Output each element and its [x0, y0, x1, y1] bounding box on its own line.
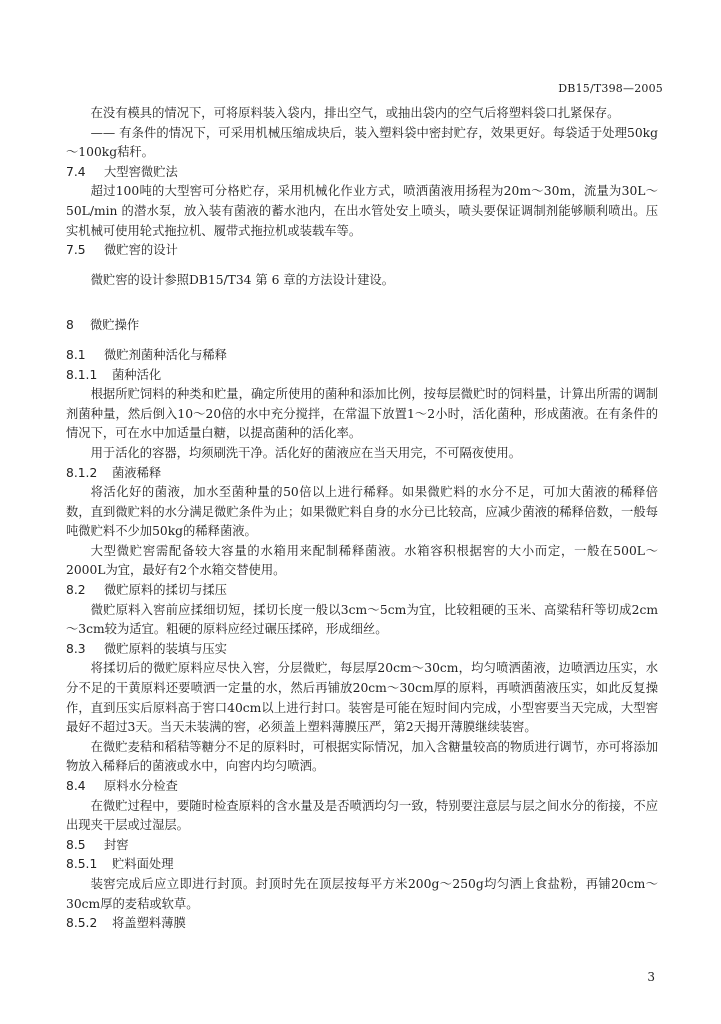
standard-number: DB15/T398—2005 — [558, 82, 663, 95]
paragraph: 将揉切后的微贮原料应尽快入窖，分层微贮，每层厚20cm～30cm，均匀喷洒菌液，边喷洒边压实，水分不足的干黄原料还要喷洒一定量的水，然后再铺放20cm～30cm厚的原料，再喷洒菌液压实，如此反复操作，直到压实后原料高于窖口40cm以上进行封口。装窖是可能在短时间内完成，小型窖要当天完成，大型窖最好不超过3天。当天未装满的窖，必须盖上塑料薄膜压严，第2天揭开薄膜继续装窖。 — [66, 661, 658, 735]
paragraph: 根据所贮饲料的种类和贮量，确定所使用的菌种和添加比例，按每层微贮时的饲料量，计算出所需的调制剂菌种量，然后倒入10～20倍的水中充分搅拌，在常温下放置1～2小时，活化菌种，形成菌液。在有条件的情况下，可在水中加适量白糖，以提高菌种的活化率。 — [66, 387, 658, 441]
paragraph: 将活化好的菌液，加水至菌种量的50倍以上进行稀释。如果微贮料的水分不足，可加大菌液的稀释倍数，直到微贮料的水分满足微贮条件为止；如果微贮料自身的水分已比较高，应减少菌液的稀释倍数，一般每吨微贮料不少加50kg的稀释菌液。 — [66, 485, 658, 539]
paragraph: 超过100吨的大型窖可分格贮存，采用机械化作业方式，喷洒菌液用扬程为20m～30m，流量为30L～50L/min 的潜水泵，放入装有菌液的蓄水池内，在出水管处安上喷头，喷头要保证调制剂能够顺利喷出。压实机械可使用轮式拖拉机、履带式拖拉机或装载车等。 — [66, 184, 658, 238]
paragraph: 在没有模具的情况下，可将原料装入袋内，排出空气，或抽出袋内的空气后将塑料袋口扎紧保存。 — [90, 106, 620, 120]
dash-list-item: —— 有条件的情况下，可采用机械压缩成块后，装入塑料袋中密封贮存，效果更好。每袋适于处理50kg～100kg秸秆。 — [66, 125, 658, 160]
section-heading-8-1: 8.1 微贮剂菌种活化与稀释 — [66, 347, 227, 362]
section-heading-8-1-2: 8.1.2 菌液稀释 — [66, 465, 162, 480]
section-heading-8-2: 8.2 微贮原料的揉切与揉压 — [66, 583, 227, 598]
paragraph: 在微贮过程中，要随时检查原料的含水量及是否喷洒均匀一致，特别要注意层与层之间水分的衔接，不应出现夹干层或过湿层。 — [66, 798, 658, 833]
paragraph: 在微贮麦秸和稻秸等糖分不足的原料时，可根据实际情况，加入含糖量较高的物质进行调节，亦可将添加物放入稀释后的菌液或水中，向窖内均匀喷洒。 — [66, 739, 658, 774]
paragraph: 装窖完成后应立即进行封顶。封顶时先在顶层按每平方米200g～250g均匀洒上食盐粉，再铺20cm～30cm厚的麦秸或软草。 — [66, 876, 658, 911]
document-body — [66, 104, 658, 934]
section-heading-8-1-1: 8.1.1 菌种活化 — [66, 367, 162, 382]
section-heading-8-5: 8.5 封窖 — [66, 837, 129, 852]
section-heading-7-4: 7.4 大型窖微贮法 — [66, 164, 178, 179]
paragraph: 用于活化的容器，均须刷洗干净。活化好的菌液应在当天用完，不可隔夜使用。 — [90, 445, 521, 460]
paragraph: 微贮原料入窖前应揉细切短，揉切长度一般以3cm～5cm为宜，比较粗硬的玉米、高粱秸秆等切成2cm～3cm较为适宜。粗硬的原料应经过碾压揉碎，形成细丝。 — [66, 602, 658, 637]
section-heading-7-5: 7.5 微贮窖的设计 — [66, 243, 178, 258]
section-heading-8-5-2: 8.5.2 将盖塑料薄膜 — [66, 916, 186, 931]
section-heading-8-4: 8.4 原料水分检查 — [66, 779, 178, 793]
paragraph: 微贮窖的设计参照DB15/T34 第 6 章的方法设计建设。 — [90, 272, 395, 287]
chapter-heading-8: 8 微贮操作 — [66, 318, 140, 333]
section-heading-8-3: 8.3 微贮原料的装填与压实 — [66, 641, 227, 656]
paragraph: 大型微贮窖需配备较大容量的水箱用来配制稀释菌液。水箱容积根据窖的大小而定，一般在500L～2000L为宜，最好有2个水箱交替使用。 — [66, 543, 658, 578]
section-heading-8-5-1: 8.5.1 贮料面处理 — [66, 857, 174, 872]
page-number: 3 — [647, 970, 655, 984]
